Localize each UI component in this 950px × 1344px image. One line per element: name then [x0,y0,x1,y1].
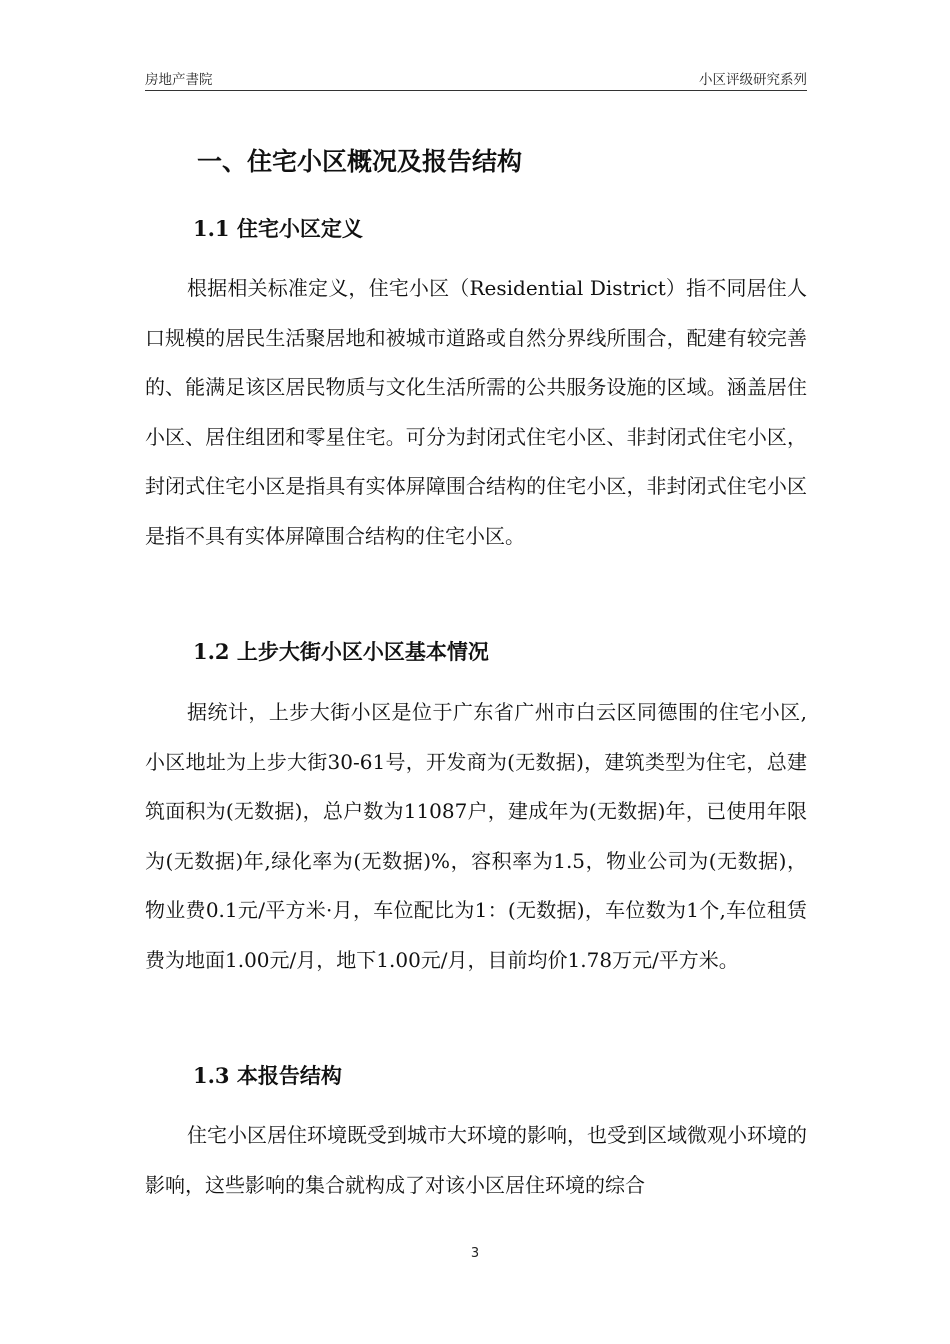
section-paragraph-1-2: 据统计，上步大街小区是位于广东省广州市白云区同德围的住宅小区,小区地址为上步大街30-61号，开发商为(无数据)，建筑类型为住宅，总建筑面积为(无数据)，总户数为11087户，建成年为(无数据)年，已使用年限为(无数据)年,绿化率为(无数据)%，容积率为1.5，物业公司为(无数据)，物业费0.1元/平方米·月，车位配比为1：(无数据)，车位数为1个,车位租赁费为地面1.00元/月，地下1.00元/月，目前均价1.78万元/平方米。 [145,700,807,972]
header-series-title: 小区评级研究系列 [699,72,807,88]
section-heading-1-1: 1.1 住宅小区定义 [193,216,363,241]
page-number: 3 [470,1246,480,1261]
chapter-title: 一、住宅小区概况及报告结构 [197,147,523,176]
section-heading-1-3: 1.3 本报告结构 [193,1063,342,1088]
page-header [145,66,807,91]
section-heading-1-2: 1.2 上步大街小区小区基本情况 [193,639,489,664]
header-publisher: 房地产書院 [145,72,213,88]
section-paragraph-1-3: 住宅小区居住环境既受到城市大环境的影响，也受到区域微观小环境的影响，这些影响的集合就构成了对该小区居住环境的综合 [145,1123,807,1197]
section-paragraph-1-1: 根据相关标准定义，住宅小区（Residential District）指不同居住人口规模的居民生活聚居地和被城市道路或自然分界线所围合，配建有较完善的、能满足该区居民物质与文化生活所需的公共服务设施的区域。涵盖居住小区、居住组团和零星住宅。可分为封闭式住宅小区、非封闭式住宅小区，封闭式住宅小区是指具有实体屏障围合结构的住宅小区，非封闭式住宅小区是指不具有实体屏障围合结构的住宅小区。 [145,276,807,548]
